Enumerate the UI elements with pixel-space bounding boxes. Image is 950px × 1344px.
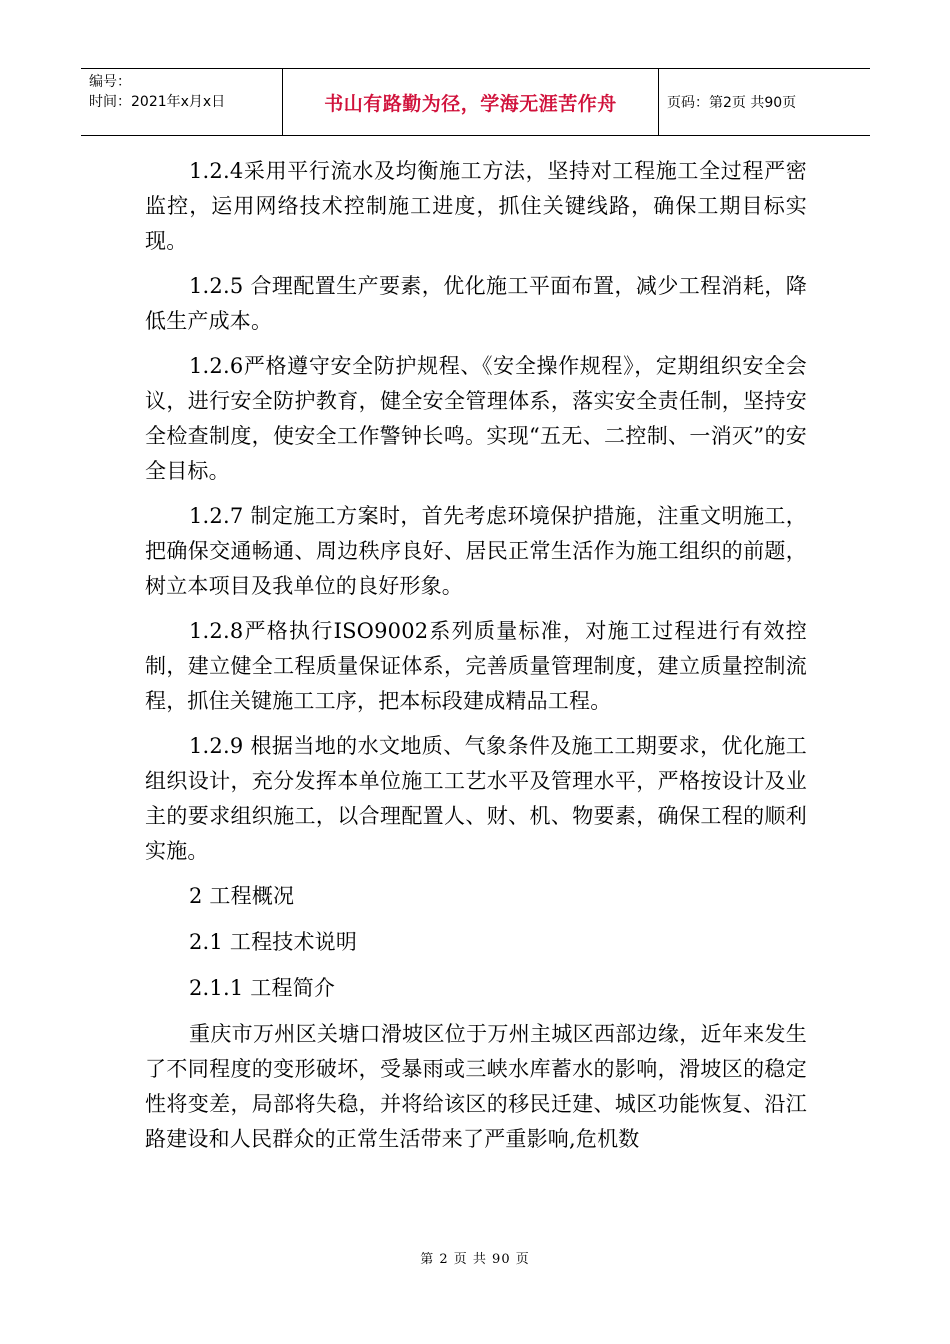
page-footer: 第 2 页 共 90 页 [420, 1252, 530, 1267]
paragraph-1-2-9: 1.2.9 根据当地的水文地质、气象条件及施工工期要求，优化施工组织设计，充分发挥本单位施工工艺水平及管理水平，严格按设计及业主的要求组织施工，以合理配置人、财、机、物要素，确保工程的顺利实施。 [145, 734, 807, 863]
paragraph-1-2-8: 1.2.8严格执行ISO9002系列质量标准，对施工过程进行有效控制，建立健全工程质量保证体系，完善质量管理制度，建立质量控制流程，抓住关键施工工序，把本标段建成精品工程。 [145, 619, 807, 713]
section-heading-2: 2 工程概况 [189, 884, 295, 908]
document-body [145, 154, 807, 1167]
header-motto: 书山有路勤为径，学海无涯苦作舟 [283, 69, 659, 135]
header-number-label: 编号： [89, 74, 131, 90]
paragraph-1-2-6: 1.2.6严格遵守安全防护规程、《安全操作规程》，定期组织安全会议，进行安全防护教育，健全安全管理体系，落实安全责任制，坚持安全检查制度，使安全工作警钟长鸣。实现“五无、二控制、一消灭”的安全目标。 [145, 354, 807, 483]
paragraph-1-2-5: 1.2.5 合理配置生产要素，优化施工平面布置，减少工程消耗，降低生产成本。 [145, 274, 807, 333]
header-meta [81, 69, 283, 135]
section-heading-2-1-1: 2.1.1 工程简介 [189, 976, 336, 1000]
page-header [81, 68, 870, 136]
paragraph-1-2-7: 1.2.7 制定施工方案时，首先考虑环境保护措施，注重文明施工，把确保交通畅通、周边秩序良好、居民正常生活作为施工组织的前题，树立本项目及我单位的良好形象。 [145, 504, 807, 598]
paragraph-project-intro: 重庆市万州区关塘口滑坡区位于万州主城区西部边缘，近年来发生了不同程度的变形破坏，受暴雨或三峡水库蓄水的影响，滑坡区的稳定性将变差，局部将失稳，并将给该区的移民迁建、城区功能恢复、沿江路建设和人民群众的正常生活带来了严重影响,危机数 [145, 1022, 807, 1151]
paragraph-1-2-4: 1.2.4采用平行流水及均衡施工方法，坚持对工程施工全过程严密监控，运用网络技术控制施工进度，抓住关键线路，确保工期目标实现。 [145, 159, 807, 253]
section-heading-2-1: 2.1 工程技术说明 [189, 930, 358, 954]
header-page-info: 页码：第2页 共90页 [667, 95, 797, 111]
header-date-label: 时间：2021年x月x日 [89, 94, 226, 110]
